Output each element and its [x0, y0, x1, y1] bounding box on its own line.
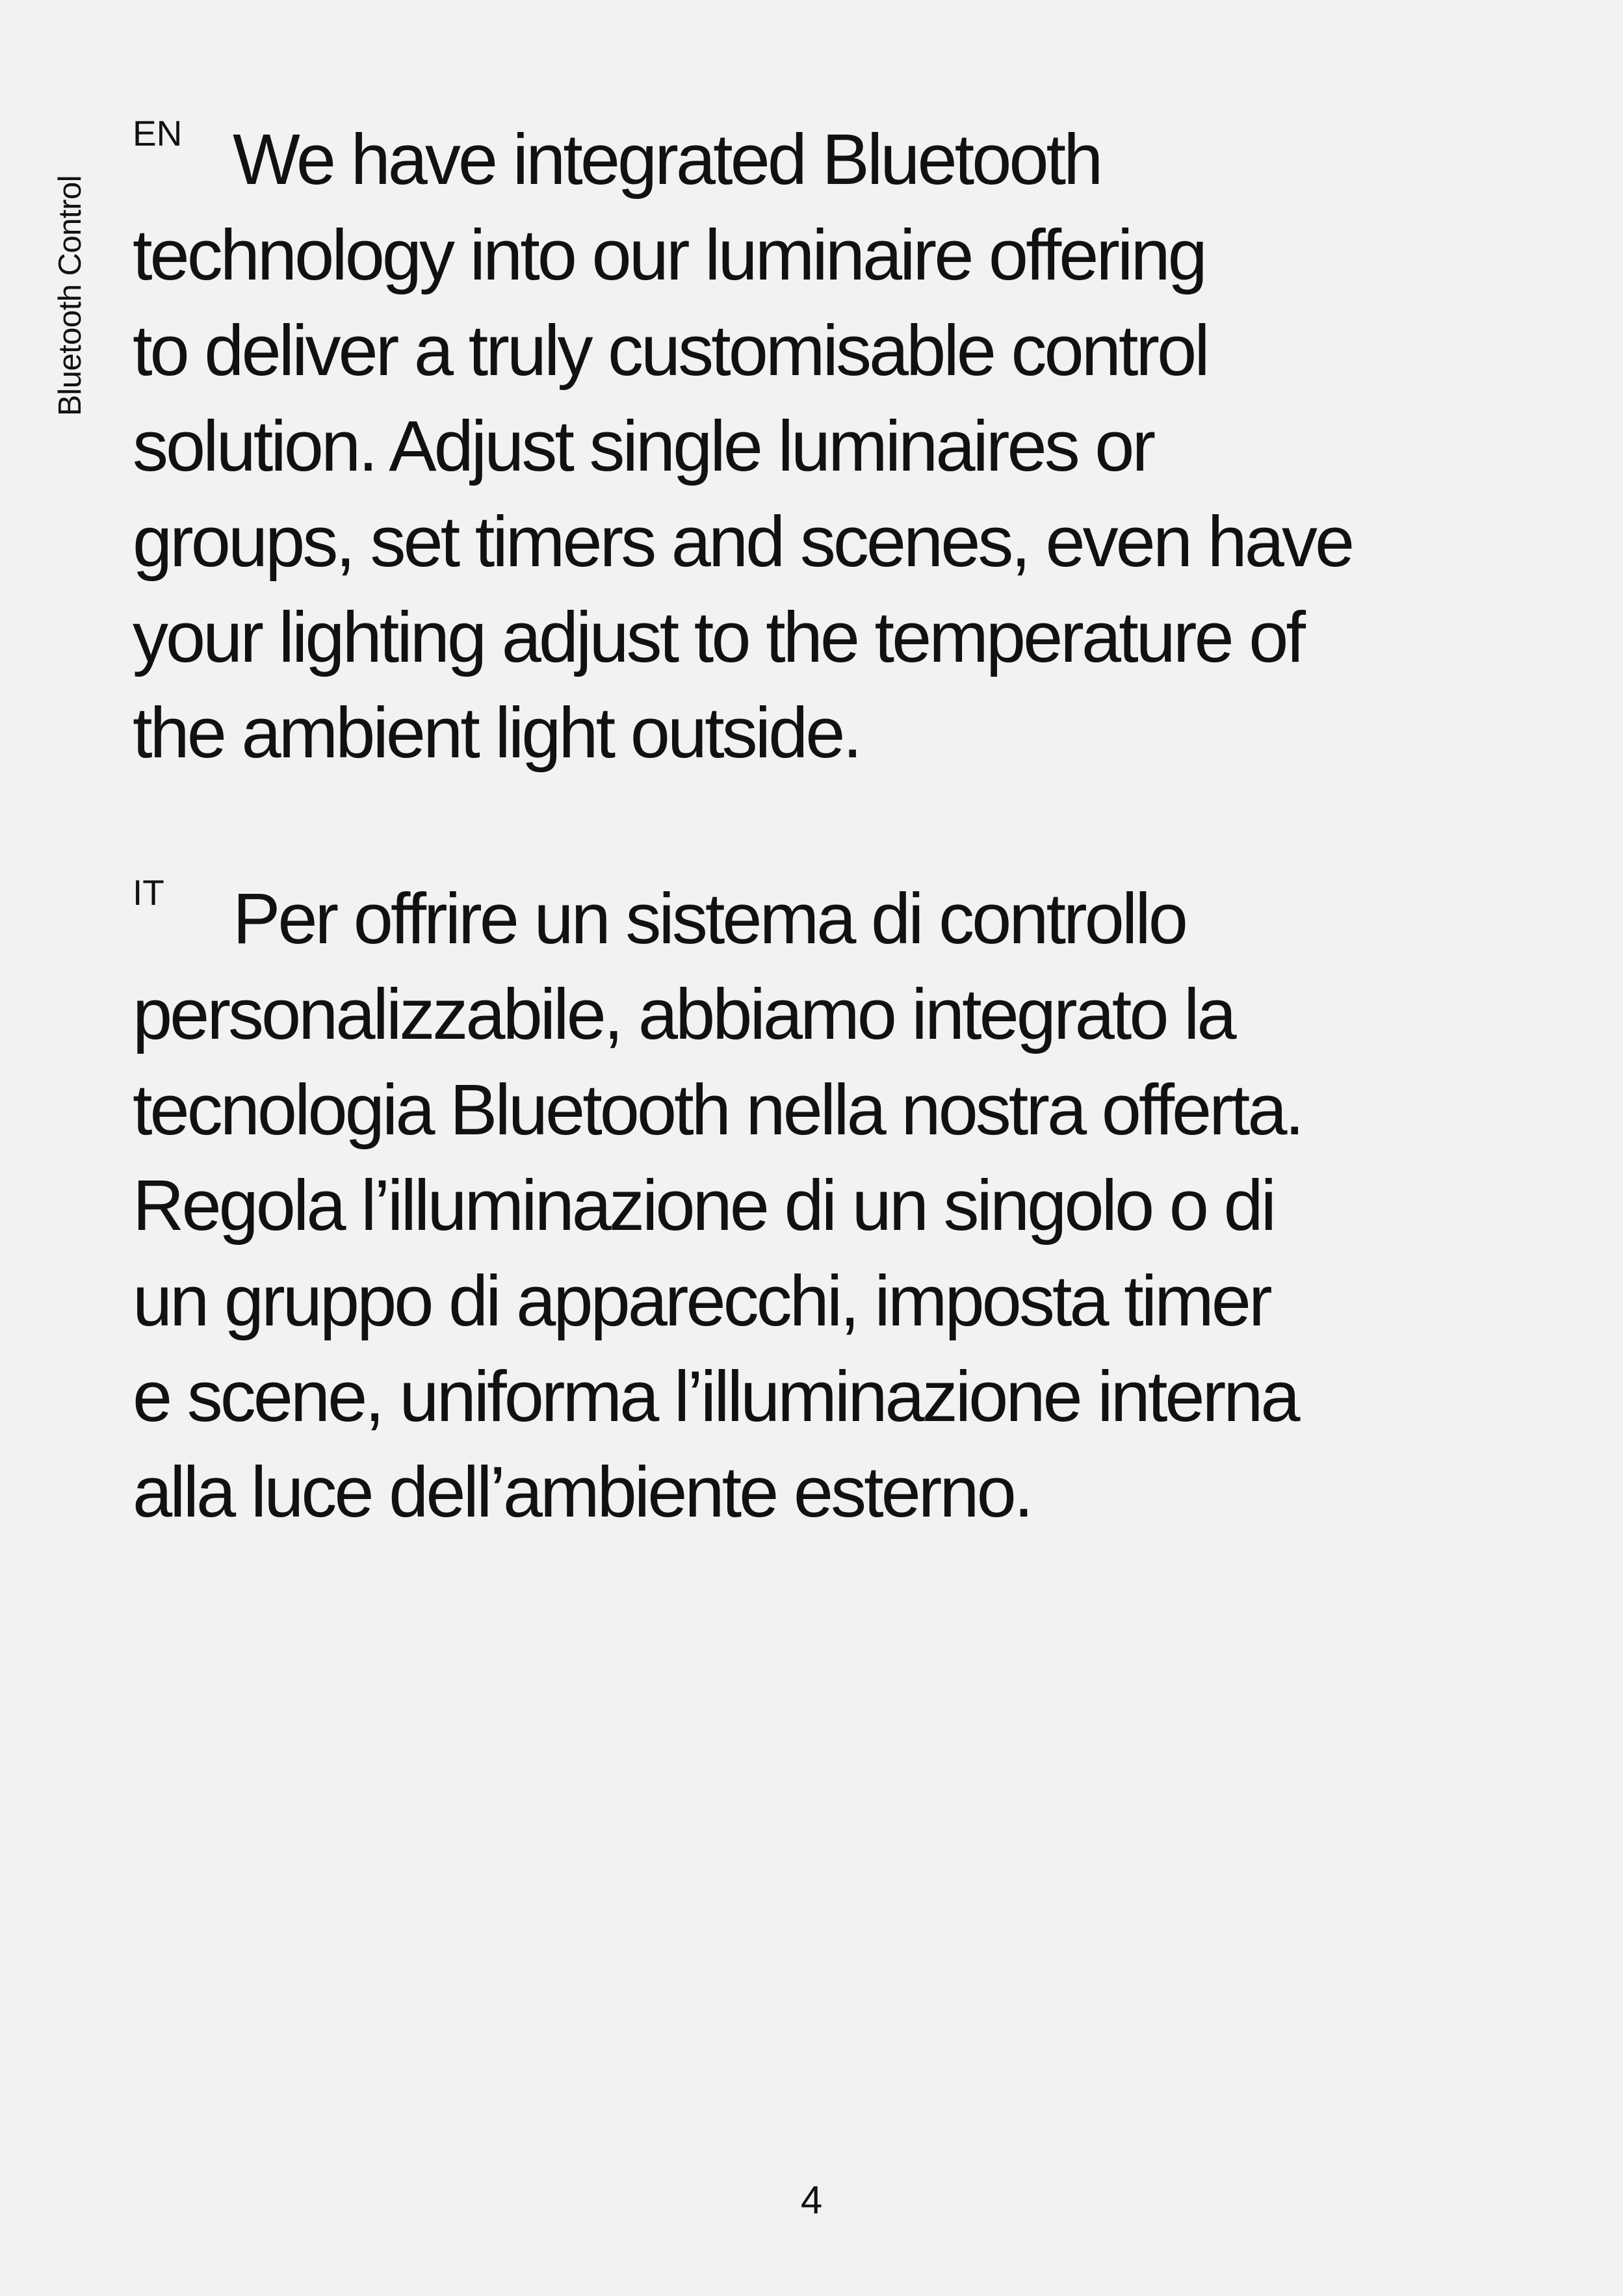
text-line	[133, 112, 1524, 207]
text-line: solution. Adjust single luminaires or	[133, 406, 1154, 486]
text-line: alla luce dell’ambiente esterno.	[133, 1452, 1032, 1532]
text-line: Regola l’illuminazione di un singolo o di	[133, 1166, 1275, 1246]
text-line: your lighting adjust to the temperature of	[133, 597, 1303, 677]
text-line: un gruppo di apparecchi, imposta timer	[133, 1261, 1270, 1341]
text-line: to deliver a truly customisable control	[133, 311, 1208, 391]
italian-text-block	[133, 871, 1524, 1540]
text-line: groups, set timers and scenes, even have	[133, 502, 1353, 582]
text-line: personalizzabile, abbiamo integrato la	[133, 974, 1234, 1054]
section-side-label: Bluetooth Control	[53, 175, 88, 416]
text-line-content: We have integrated Bluetooth	[233, 120, 1101, 200]
text-line: the ambient light outside.	[133, 693, 860, 773]
english-text-block	[133, 112, 1524, 781]
text-line: tecnologia Bluetooth nella nostra offerta.	[133, 1070, 1303, 1150]
page-number: 4	[800, 2178, 823, 2222]
text-line: technology into our luminaire offering	[133, 215, 1205, 295]
text-line: e scene, uniforma l’illuminazione interna	[133, 1357, 1298, 1437]
text-line	[133, 871, 1524, 967]
language-code-en: EN	[133, 113, 183, 153]
text-line-content: Per offrire un sistema di controllo	[233, 879, 1186, 959]
language-code-it: IT	[133, 872, 164, 913]
